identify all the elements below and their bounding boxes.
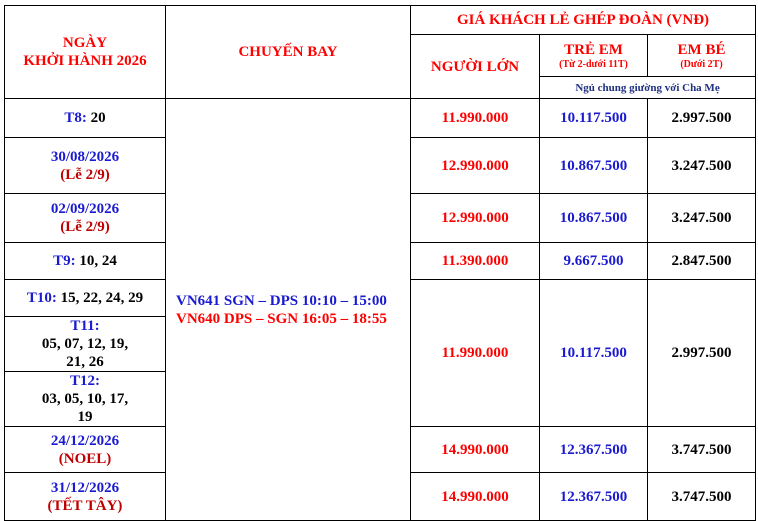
- price-infant: 2.847.500: [648, 243, 756, 280]
- price-child: 10.117.500: [540, 280, 648, 427]
- price-infant: 3.747.500: [648, 427, 756, 473]
- date-cell: T9: 10, 24: [5, 243, 166, 280]
- header-date-line1: NGÀY: [62, 35, 108, 51]
- price-child: 10.867.500: [540, 138, 648, 194]
- header-note: Ngủ chung giường với Cha Mẹ: [540, 77, 756, 99]
- date-cell: T8: 20: [5, 99, 166, 138]
- header-price-group: GIÁ KHÁCH LẺ GHÉP ĐOÀN (VNĐ): [411, 6, 756, 35]
- date-cell: T11: 05, 07, 12, 19, 21, 26: [5, 317, 166, 372]
- price-infant: 2.997.500: [648, 280, 756, 427]
- price-adult: 12.990.000: [411, 138, 540, 194]
- price-table: [4, 5, 756, 521]
- header-child: [540, 35, 648, 77]
- price-adult: 11.990.000: [411, 99, 540, 138]
- price-adult: 11.990.000: [411, 280, 540, 427]
- date-cell: 24/12/2026 (NOEL): [5, 427, 166, 473]
- date-cell: 02/09/2026 (Lễ 2/9): [5, 194, 166, 243]
- flight-return: VN640 DPS – SGN 16:05 – 18:55: [176, 310, 387, 327]
- header-adult: NGƯỜI LỚN: [411, 35, 540, 99]
- price-child: 9.667.500: [540, 243, 648, 280]
- date-cell: 31/12/2026 (TẾT TÂY): [5, 473, 166, 521]
- header-flight: CHUYẾN BAY: [166, 6, 411, 99]
- header-child-label: TRẺ EM: [564, 42, 623, 58]
- price-infant: 3.247.500: [648, 194, 756, 243]
- price-adult: 14.990.000: [411, 473, 540, 521]
- date-cell: T10: 15, 22, 24, 29: [5, 280, 166, 317]
- flight-cell: [166, 99, 411, 521]
- header-date: [5, 6, 166, 99]
- date-cell: T12: 03, 05, 10, 17, 19: [5, 372, 166, 427]
- price-infant: 3.247.500: [648, 138, 756, 194]
- price-child: 12.367.500: [540, 473, 648, 521]
- price-child: 12.367.500: [540, 427, 648, 473]
- price-child: 10.867.500: [540, 194, 648, 243]
- price-infant: 2.997.500: [648, 99, 756, 138]
- price-adult: 11.390.000: [411, 243, 540, 280]
- price-adult: 14.990.000: [411, 427, 540, 473]
- price-child: 10.117.500: [540, 99, 648, 138]
- header-date-line2: KHỞI HÀNH 2026: [23, 53, 147, 69]
- price-adult: 12.990.000: [411, 194, 540, 243]
- price-infant: 3.747.500: [648, 473, 756, 521]
- header-infant: [648, 35, 756, 77]
- flight-outbound: VN641 SGN – DPS 10:10 – 15:00: [176, 292, 387, 309]
- header-infant-sub: (Dưới 2T): [680, 59, 723, 70]
- table-row: [5, 99, 756, 138]
- date-cell: 30/08/2026 (Lễ 2/9): [5, 138, 166, 194]
- header-infant-label: EM BÉ: [677, 42, 726, 58]
- header-child-sub: (Từ 2-dưới 11T): [559, 59, 628, 70]
